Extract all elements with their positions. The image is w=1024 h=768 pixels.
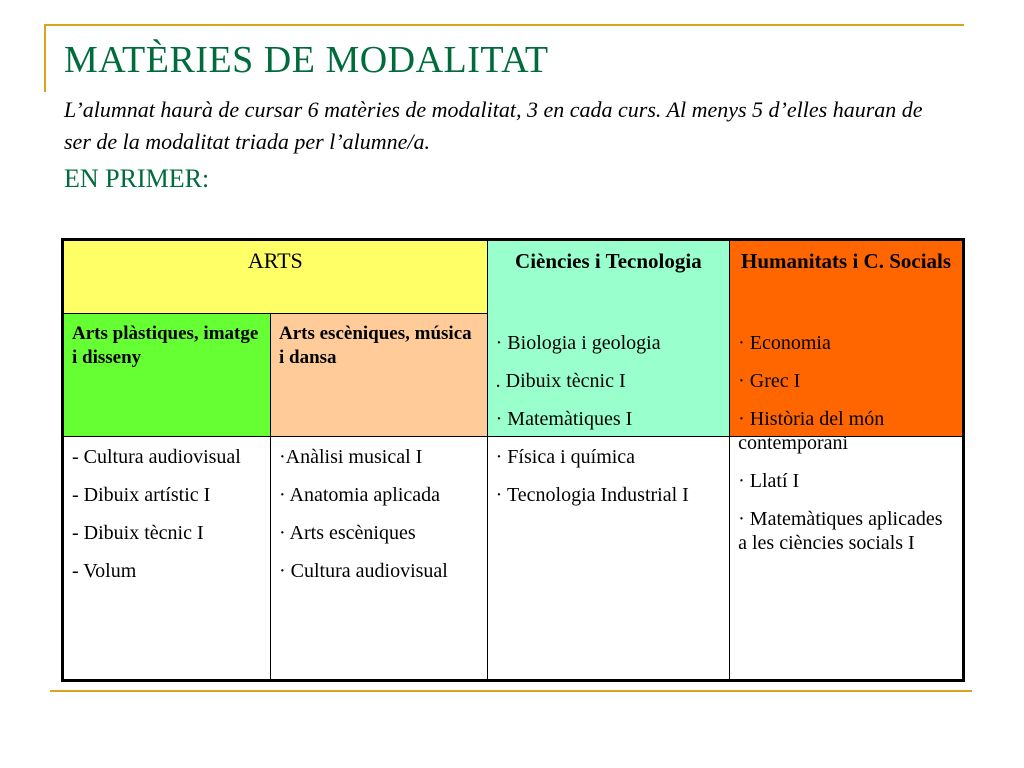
list-item: - Cultura audiovisual xyxy=(72,446,241,468)
page-title: MATÈRIES DE MODALITAT xyxy=(64,39,549,81)
list-item: · Tecnologia Industrial I xyxy=(495,484,689,506)
table-header-row xyxy=(63,240,964,314)
list-ciencies xyxy=(496,331,721,507)
section-heading: EN PRIMER: xyxy=(64,164,210,193)
list-arts-plastiques xyxy=(72,445,262,583)
list-item: ·Anàlisi musical I xyxy=(279,446,423,468)
list-item: - Dibuix artístic I xyxy=(72,484,211,506)
cell-arts-esceniques xyxy=(271,437,488,681)
list-item: - Volum xyxy=(72,560,137,582)
list-item: · Història del món contemporani xyxy=(738,408,885,454)
header-arts: ARTS xyxy=(63,240,488,314)
subheader-arts-esceniques: Arts escèniques, música i dansa xyxy=(271,314,488,437)
table-row xyxy=(63,437,964,681)
header-ciencies: Ciències i Tecnologia xyxy=(487,240,729,437)
cell-arts-plastiques xyxy=(63,437,271,681)
list-item: . Dibuix tècnic I xyxy=(495,370,626,392)
cell-humanitats xyxy=(730,332,964,681)
list-arts-esceniques xyxy=(279,445,479,583)
list-item: · Arts escèniques xyxy=(279,522,416,544)
frame-left-line xyxy=(44,24,46,92)
header-humanitats: Humanitats i C. Socials xyxy=(730,240,964,437)
subjects-table xyxy=(61,238,965,682)
list-item: · Física i química xyxy=(495,446,636,468)
list-item: · Matemàtiques aplicades a les ciències socials I xyxy=(738,508,943,554)
subtitle: L’alumnat haurà de cursar 6 matèries de modalitat, 3 en cada curs. Al menys 5 d’elles hauran de ser de la modalitat triada per l’alumne/a. xyxy=(64,97,923,154)
cell-ciencies xyxy=(487,332,729,681)
list-item: · Economia xyxy=(738,332,831,354)
list-item: · Matemàtiques I xyxy=(495,408,633,430)
list-item: · Grec I xyxy=(738,370,801,392)
frame-top-line xyxy=(44,24,964,26)
list-humanitats xyxy=(738,331,954,555)
subheader-arts-plastiques: Arts plàstiques, imatge i disseny xyxy=(63,314,271,437)
list-item: · Cultura audiovisual xyxy=(279,560,448,582)
list-item: · Biologia i geologia xyxy=(495,332,661,354)
list-item: · Anatomia aplicada xyxy=(279,484,441,506)
list-item: - Dibuix tècnic I xyxy=(72,522,204,544)
list-item: · Llatí I xyxy=(738,470,800,492)
frame-bottom-line xyxy=(50,690,972,692)
